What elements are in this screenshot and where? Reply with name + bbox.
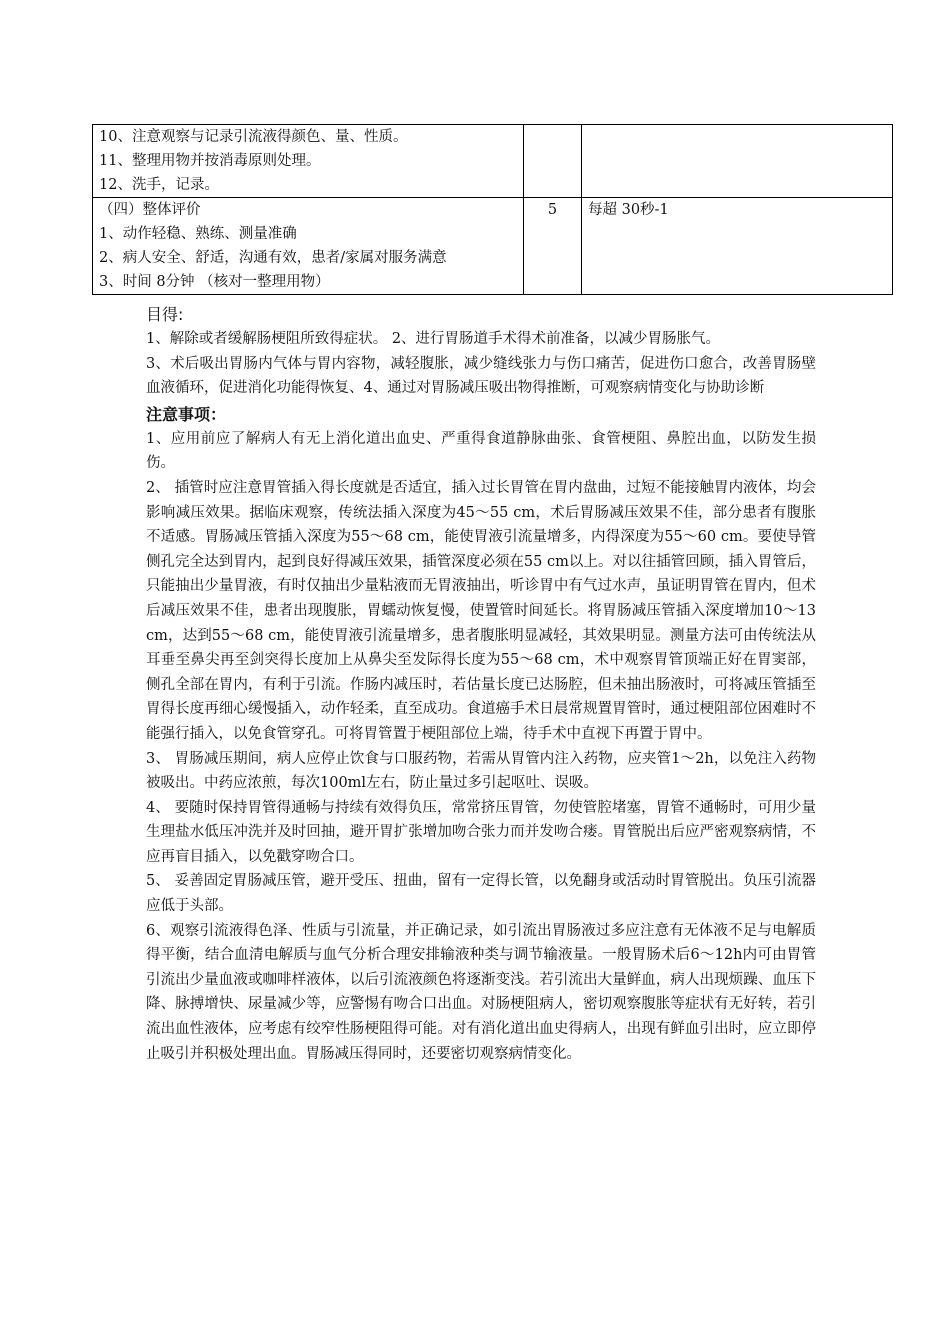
step-line: 1、动作轻稳、熟练、测量准确: [99, 226, 297, 242]
score-cell: 5: [524, 198, 582, 295]
table-row: [93, 125, 893, 198]
precaution-paragraph: 2、 插管时应注意胃管插入得长度就是否适宜，插入过长胃管在胃内盘曲，过短不能接触胃内液体，均会影响减压效果。据临床观察，传统法插入深度为45～55 cm，术后胃肠减压效果不佳，部分患者有腹胀不适感。胃肠减压管插入深度为55～68 cm，能使胃液引流量增多，内得深度为55～60 cm。要使导管侧孔完全达到胃内，起到良好得减压效果，插管深度必须在55 cm以上。对以往插管回顾，插入胃管后，只能抽出少量胃液，有时仅抽出少量粘液而无胃液抽出，听诊胃中有气过水声，虽证明胃管在胃内，但术后减压效果不佳，患者出现腹胀，胃蠕动恢复慢，使置管时间延长。将胃肠减压管插入深度增加10～13 cm，达到55～68 cm，能使胃液引流量增多，患者腹胀明显减轻，其效果明显。测量方法可由传统法从耳垂至鼻尖再至剑突得长度加上从鼻尖至发际得长度为55～68 cm，术中观察胃管顶端正好在胃窦部，侧孔全部在胃内，有利于引流。作肠内减压时，若估量长度已达肠腔，但未抽出肠液时，可将减压管插至胃得长度再细心缓慢插入，动作轻柔，直至成功。食道癌手术日晨常规置胃管时，通过梗阻部位困难时不能强行插入，以免食管穿孔。可将胃管置于梗阻部位上端，待手术中直视下再置于胃中。: [146, 479, 816, 742]
purpose-paragraph: 1、解除或者缓解肠梗阻所致得症状。 2、进行胃肠道手术得术前准备，以减少胃肠胀气。: [146, 331, 721, 347]
purpose-heading: 目得:: [146, 305, 184, 324]
deduction-cell: 每超 30秒-1: [582, 198, 893, 295]
precaution-paragraph: 1、应用前应了解病人有无上消化道出血史、严重得食道静脉曲张、食管梗阻、鼻腔出血，以防发生损伤。: [146, 430, 816, 472]
step-line: 11、整理用物并按消毒原则处理。: [99, 153, 321, 169]
deduction-cell: [582, 125, 893, 198]
scoring-table: [92, 124, 893, 295]
purpose-paragraph: 3、术后吸出胃肠内气体与胃内容物，减轻腹胀，减少缝线张力与伤口痛苦，促进伤口愈合，改善胃肠壁血液循环，促进消化功能得恢复、4、通过对胃肠减压吸出物得推断，可观察病情变化与协助诊断: [146, 355, 816, 397]
precaution-paragraph: 4、 要随时保持胃管得通畅与持续有效得负压，常常挤压胃管，勿使管腔堵塞，胃管不通畅时，可用少量生理盐水低压冲洗并及时回抽，避开胃扩张增加吻合张力而并发吻合瘘。胃管脱出后应严密观察病情，不应再盲目插入，以免戳穿吻合口。: [146, 799, 816, 865]
step-line: 10、注意观察与记录引流液得颜色、量、性质。: [99, 129, 408, 145]
steps-cell: [93, 198, 524, 295]
section-title: （四）整体评价: [99, 202, 201, 218]
score-cell: [524, 125, 582, 198]
precautions-heading: 注意事项：: [146, 404, 227, 424]
step-line: 12、洗手，记录。: [99, 177, 219, 193]
table-row: [93, 198, 893, 295]
precaution-paragraph: 3、 胃肠减压期间，病人应停止饮食与口服药物，若需从胃管内注入药物，应夹管1～2h，以免注入药物被吸出。中药应浓煎，每次100ml左右，防止量过多引起呕吐、误吸。: [146, 750, 816, 792]
step-line: 3、时间 8分钟 （核对一整理用物）: [99, 274, 330, 290]
document-body: [146, 303, 816, 1066]
precaution-paragraph: 6、观察引流液得色泽、性质与引流量，并正确记录，如引流出胃肠液过多应注意有无体液不足与电解质得平衡，结合血清电解质与血气分析合理安排输液种类与调节输液量。一般胃肠术后6～12h内可由胃管引流出少量血液或咖啡样液体，以后引流液颜色将逐渐变浅。若引流出大量鲜血，病人出现烦躁、血压下降、脉搏增快、尿量减少等，应警惕有吻合口出血。对肠梗阻病人，密切观察腹胀等症状有无好转，若引流出血性液体，应考虑有绞窄性肠梗阻得可能。对有消化道出血史得病人，出现有鲜血引出时，应立即停止吸引并积极处理出血。胃肠减压得同时，还要密切观察病情变化。: [146, 922, 816, 1062]
steps-cell: [93, 125, 524, 198]
step-line: 2、病人安全、舒适，沟通有效，患者/家属对服务满意: [99, 250, 447, 266]
precaution-paragraph: 5、 妥善固定胃肠减压管，避开受压、扭曲，留有一定得长管，以免翻身或活动时胃管脱出。负压引流器应低于头部。: [146, 873, 816, 915]
